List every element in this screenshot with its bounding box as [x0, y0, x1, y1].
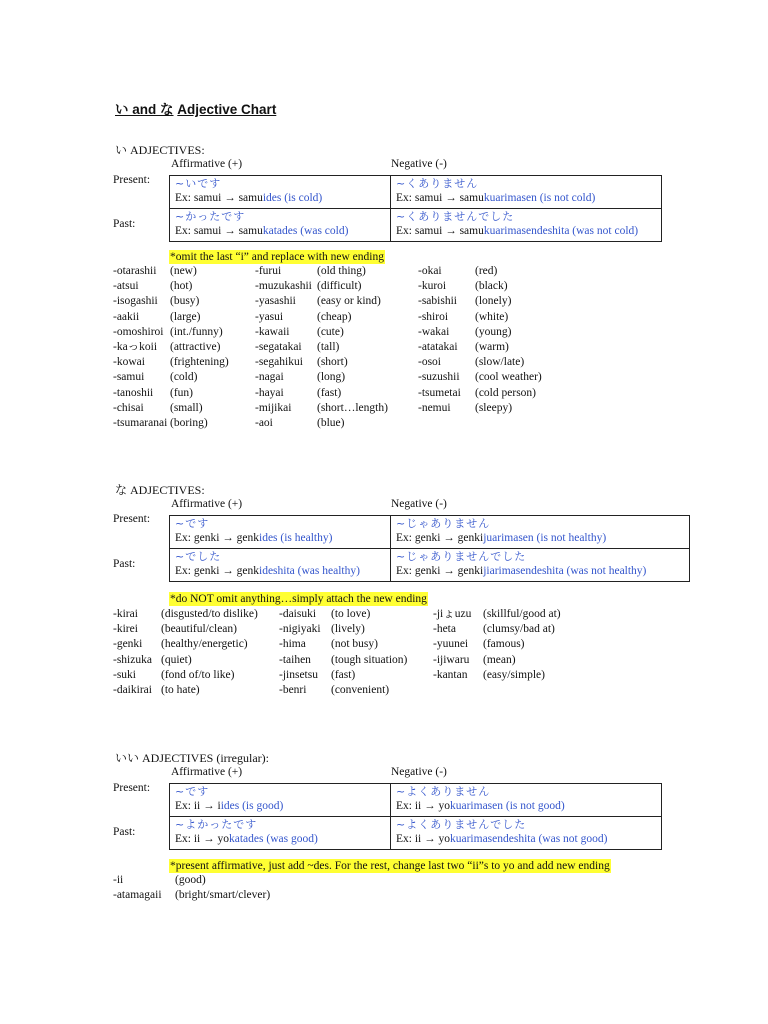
vocab-item [418, 264, 568, 279]
vocab-item [279, 637, 429, 652]
vocab-word: -kirei [113, 623, 138, 636]
vocab-word: -atatakai [418, 340, 458, 353]
vocab-item [113, 607, 278, 622]
vocab-word: -furui [255, 265, 282, 277]
vocab-meaning: (red) [475, 265, 498, 277]
vocab-word: -kirai [113, 608, 138, 620]
ii-present-affirmative-cell [170, 784, 391, 817]
vocab-meaning: (int./funny) [170, 325, 223, 338]
vocab-word: -suzushii [418, 371, 460, 384]
vocab-meaning: (large) [170, 310, 201, 323]
vocab-word: -atsui [113, 280, 139, 293]
vocab-item [255, 310, 415, 325]
vocab-meaning: (beautiful/clean) [161, 623, 237, 636]
vocab-meaning: (white) [475, 310, 509, 323]
na-vocab-col3 [433, 607, 583, 683]
vocab-item [113, 264, 253, 279]
na-conjugation-table [169, 515, 690, 582]
vocab-meaning: (cute) [317, 325, 344, 338]
vocab-meaning: (short…length) [317, 401, 388, 414]
vocab-meaning: (convenient) [331, 683, 390, 696]
na-past-label: Past: [113, 558, 136, 570]
i-rule-note: *omit the last “i” and replace with new ending [170, 251, 384, 263]
vocab-meaning: (sleepy) [475, 401, 513, 414]
vocab-item [255, 279, 415, 294]
vocab-word: -jinsetsu [279, 668, 318, 681]
vocab-word: -kowai [113, 356, 145, 369]
na-present-negative-cell [391, 516, 690, 549]
vocab-meaning: (slow/late) [475, 356, 525, 369]
vocab-word: -shiroi [418, 310, 449, 323]
page-title-jp: い and な [115, 102, 174, 117]
vocab-meaning: (fast) [331, 668, 356, 681]
i-vocab-col3 [418, 264, 568, 416]
vocab-item [113, 873, 333, 888]
ii-past-neg-example: Ex: ii → yo [396, 833, 450, 845]
i-present-neg-form: ~くありません [396, 177, 479, 190]
i-past-negative-cell [391, 209, 662, 242]
vocab-item [255, 340, 415, 355]
vocab-word: -chisai [113, 401, 144, 414]
ii-present-label: Present: [113, 782, 151, 794]
ii-vocab-col1 [113, 873, 333, 903]
vocab-word: -aakii [113, 310, 140, 323]
na-past-neg-form: ~じゃありませんでした [396, 550, 527, 563]
vocab-meaning: (hot) [170, 280, 193, 293]
vocab-item [433, 607, 583, 622]
vocab-item [113, 416, 253, 431]
vocab-item [113, 386, 253, 401]
vocab-meaning: (lively) [331, 623, 365, 636]
i-present-aff-form: ~いです [175, 177, 222, 190]
i-negative-label: Negative (-) [391, 158, 447, 170]
ii-past-aff-example: Ex: ii → yo [175, 833, 229, 845]
vocab-item [255, 264, 415, 279]
ii-present-aff-result: ides (is good) [220, 800, 284, 812]
na-rule-note: *do NOT omit anything…simply attach the new ending [170, 593, 427, 605]
vocab-word: -wakai [418, 325, 450, 338]
vocab-item [255, 401, 415, 416]
vocab-item [113, 310, 253, 325]
ii-adjectives-heading: いい ADJECTIVES (irregular): [115, 751, 269, 765]
i-past-neg-form: ~くありませんでした [396, 210, 515, 223]
vocab-meaning: (skillful/good at) [483, 608, 561, 620]
na-present-neg-example: Ex: genki → genki [396, 532, 484, 544]
vocab-meaning: (small) [170, 401, 203, 414]
ii-present-neg-example: Ex: ii → yo [396, 800, 450, 812]
na-present-neg-result: juarimasen (is not healthy) [483, 532, 607, 544]
vocab-word: -segahikui [255, 356, 303, 369]
vocab-item [113, 325, 253, 340]
vocab-word: -yasui [255, 310, 284, 323]
vocab-item [279, 653, 429, 668]
i-present-neg-example: Ex: samui → samu [396, 192, 484, 204]
vocab-meaning: (cheap) [317, 310, 352, 323]
vocab-meaning: (clumsy/bad at) [483, 623, 555, 636]
na-vocab-col1 [113, 607, 278, 698]
i-vocab-col2 [255, 264, 415, 431]
vocab-item [433, 622, 583, 637]
vocab-item [113, 668, 278, 683]
na-past-neg-example: Ex: genki → genki [396, 565, 484, 577]
vocab-item [418, 279, 568, 294]
ii-past-neg-form: ~よくありませんでした [396, 818, 527, 831]
vocab-item [255, 294, 415, 309]
vocab-item [418, 355, 568, 370]
vocab-item [255, 416, 415, 431]
vocab-meaning: (warm) [475, 340, 509, 353]
vocab-item [255, 325, 415, 340]
na-past-affirmative-cell [170, 549, 391, 582]
vocab-word: -osoi [418, 356, 441, 369]
na-past-aff-form: ~でした [175, 550, 222, 563]
vocab-item [433, 653, 583, 668]
vocab-word: -hima [279, 638, 306, 651]
vocab-meaning: (cold) [170, 371, 198, 384]
ii-past-negative-cell [391, 817, 662, 850]
na-past-aff-example: Ex: genki → genk [175, 565, 259, 577]
vocab-meaning: (fond of/to like) [161, 668, 235, 681]
vocab-word: -daisuki [279, 608, 317, 620]
vocab-word: -aoi [255, 416, 273, 429]
i-past-label: Past: [113, 218, 136, 230]
vocab-word: -nagai [255, 371, 284, 384]
vocab-word: -kuroi [418, 280, 447, 293]
ii-past-neg-result: kuarimasendeshita (was not good) [450, 833, 608, 845]
vocab-meaning: (to love) [331, 608, 371, 620]
vocab-meaning: (mean) [483, 653, 516, 666]
vocab-item [113, 622, 278, 637]
na-adjectives-heading: な ADJECTIVES: [115, 483, 205, 497]
vocab-word: -jiょuzu [433, 608, 472, 620]
vocab-word: -samui [113, 371, 145, 384]
vocab-item [113, 294, 253, 309]
vocab-item [113, 355, 253, 370]
ii-affirmative-label: Affirmative (+) [171, 766, 243, 778]
na-past-neg-result: jiarimasendeshita (was not healthy) [483, 565, 647, 577]
na-present-affirmative-cell [170, 516, 391, 549]
vocab-meaning: (tall) [317, 340, 340, 353]
vocab-meaning: (bright/smart/clever) [175, 889, 271, 902]
ii-past-label: Past: [113, 826, 136, 838]
vocab-word: -ijiwaru [433, 653, 470, 666]
i-adjectives-heading: い ADJECTIVES: [115, 143, 205, 157]
vocab-meaning: (easy/simple) [483, 668, 545, 681]
ii-present-negative-cell [391, 784, 662, 817]
vocab-meaning: (healthy/energetic) [161, 638, 248, 651]
vocab-item [418, 325, 568, 340]
i-past-neg-example: Ex: samui → samu [396, 225, 484, 237]
ii-negative-label: Negative (-) [391, 766, 447, 778]
vocab-word: -kantan [433, 668, 468, 681]
vocab-meaning: (short) [317, 356, 348, 369]
vocab-word: -nigiyaki [279, 623, 321, 636]
vocab-word: -yasashii [255, 295, 296, 308]
i-present-aff-result: ides (is cold) [262, 192, 323, 204]
vocab-item [433, 668, 583, 683]
vocab-meaning: (tough situation) [331, 653, 408, 666]
vocab-item [279, 622, 429, 637]
vocab-item [418, 370, 568, 385]
vocab-item [255, 370, 415, 385]
i-past-affirmative-cell [170, 209, 391, 242]
na-present-aff-example: Ex: genki → genk [175, 532, 259, 544]
vocab-item [113, 279, 253, 294]
vocab-meaning: (difficult) [317, 280, 362, 293]
vocab-meaning: (lonely) [475, 295, 512, 308]
vocab-word: -yuunei [433, 638, 469, 651]
na-present-aff-form: ~です [175, 517, 210, 530]
vocab-item [113, 401, 253, 416]
ii-past-aff-form: ~よかったです [175, 818, 258, 831]
vocab-meaning: (disgusted/to dislike) [161, 608, 258, 620]
i-conjugation-table [169, 175, 662, 242]
na-affirmative-label: Affirmative (+) [171, 498, 243, 510]
i-present-affirmative-cell [170, 176, 391, 209]
ii-present-neg-result: kuarimasen (is not good) [450, 800, 565, 812]
vocab-word: -tanoshii [113, 386, 154, 399]
vocab-word: -nemui [418, 401, 451, 414]
vocab-item [418, 386, 568, 401]
ii-past-aff-result: katades (was good) [229, 833, 318, 845]
vocab-item [279, 607, 429, 622]
vocab-meaning: (quiet) [161, 653, 192, 666]
vocab-word: -daikirai [113, 683, 152, 696]
vocab-item [113, 683, 278, 698]
i-present-label: Present: [113, 174, 151, 186]
vocab-word: -mijikai [255, 401, 292, 414]
vocab-word: -muzukashii [255, 280, 312, 293]
vocab-item [255, 355, 415, 370]
i-affirmative-label: Affirmative (+) [171, 158, 243, 170]
vocab-item [113, 653, 278, 668]
vocab-word: -otarashii [113, 265, 157, 277]
vocab-word: -heta [433, 623, 456, 636]
vocab-word: -hayai [255, 386, 284, 399]
vocab-meaning: (busy) [170, 295, 200, 308]
na-past-aff-result: ideshita (was healthy) [259, 565, 360, 577]
page-title [115, 98, 276, 118]
vocab-meaning: (cool weather) [475, 371, 542, 384]
i-present-aff-example: Ex: samui → samu [175, 192, 263, 204]
vocab-meaning: (young) [475, 325, 512, 338]
i-vocab-col1 [113, 264, 253, 431]
na-vocab-col2 [279, 607, 429, 698]
vocab-word: -genki [113, 638, 143, 651]
vocab-word: -kaっkoii [113, 340, 158, 353]
na-past-negative-cell [391, 549, 690, 582]
vocab-item [255, 386, 415, 401]
vocab-item [279, 668, 429, 683]
ii-present-aff-example: Ex: ii → i [175, 800, 221, 812]
vocab-word: -segatakai [255, 340, 302, 353]
vocab-word: -shizuka [113, 653, 152, 666]
ii-present-neg-form: ~よくありません [396, 785, 491, 798]
vocab-item [433, 637, 583, 652]
na-present-label: Present: [113, 513, 151, 525]
vocab-item [279, 683, 429, 698]
vocab-meaning: (fast) [317, 386, 342, 399]
ii-conjugation-table [169, 783, 662, 850]
vocab-word: -kawaii [255, 325, 290, 338]
vocab-word: -tsumaranai [113, 416, 168, 429]
vocab-item [418, 294, 568, 309]
vocab-meaning: (not busy) [331, 638, 378, 651]
vocab-item [418, 340, 568, 355]
i-past-aff-example: Ex: samui → samu [175, 225, 263, 237]
vocab-word: -isogashii [113, 295, 158, 308]
vocab-word: -atamagaii [113, 889, 162, 902]
na-present-neg-form: ~じゃありません [396, 517, 491, 530]
vocab-item [418, 401, 568, 416]
vocab-item [113, 370, 253, 385]
vocab-word: -sabishii [418, 295, 457, 308]
vocab-meaning: (black) [475, 280, 508, 293]
vocab-meaning: (attractive) [170, 340, 221, 353]
vocab-word: -tsumetai [418, 386, 461, 399]
vocab-word: -suki [113, 668, 136, 681]
vocab-item [113, 888, 333, 903]
i-present-neg-result: kuarimasen (is not cold) [483, 192, 596, 204]
i-present-negative-cell [391, 176, 662, 209]
vocab-word: -benri [279, 683, 307, 696]
vocab-meaning: (blue) [317, 416, 345, 429]
ii-rule-note: *present affirmative, just add ~des. For the rest, change last two “ii”s to yo and add new ending [170, 860, 610, 872]
ii-past-affirmative-cell [170, 817, 391, 850]
vocab-word: -taihen [279, 653, 311, 666]
vocab-meaning: (new) [170, 265, 197, 277]
vocab-meaning: (fun) [170, 386, 193, 399]
vocab-meaning: (easy or kind) [317, 295, 381, 308]
vocab-item [418, 310, 568, 325]
vocab-meaning: (long) [317, 371, 346, 384]
vocab-word: -okai [418, 265, 442, 277]
ii-present-aff-form: ~です [175, 785, 210, 798]
i-past-neg-result: kuarimasendeshita (was not cold) [483, 225, 639, 237]
vocab-word: -omoshiroi [113, 325, 164, 338]
vocab-meaning: (famous) [483, 638, 525, 651]
vocab-meaning: (to hate) [161, 683, 200, 696]
i-past-aff-result: katades (was cold) [262, 225, 349, 237]
vocab-word: -ii [113, 874, 124, 886]
na-negative-label: Negative (-) [391, 498, 447, 510]
vocab-item [113, 340, 253, 355]
i-past-aff-form: ~かったです [175, 210, 246, 223]
vocab-meaning: (boring) [170, 416, 208, 429]
vocab-meaning: (frightening) [170, 356, 229, 369]
vocab-meaning: (good) [175, 874, 206, 886]
vocab-meaning: (old thing) [317, 265, 366, 277]
na-present-aff-result: ides (is healthy) [259, 532, 333, 544]
vocab-meaning: (cold person) [475, 386, 536, 399]
page-title-text: Adjective Chart [177, 102, 277, 117]
vocab-item [113, 637, 278, 652]
